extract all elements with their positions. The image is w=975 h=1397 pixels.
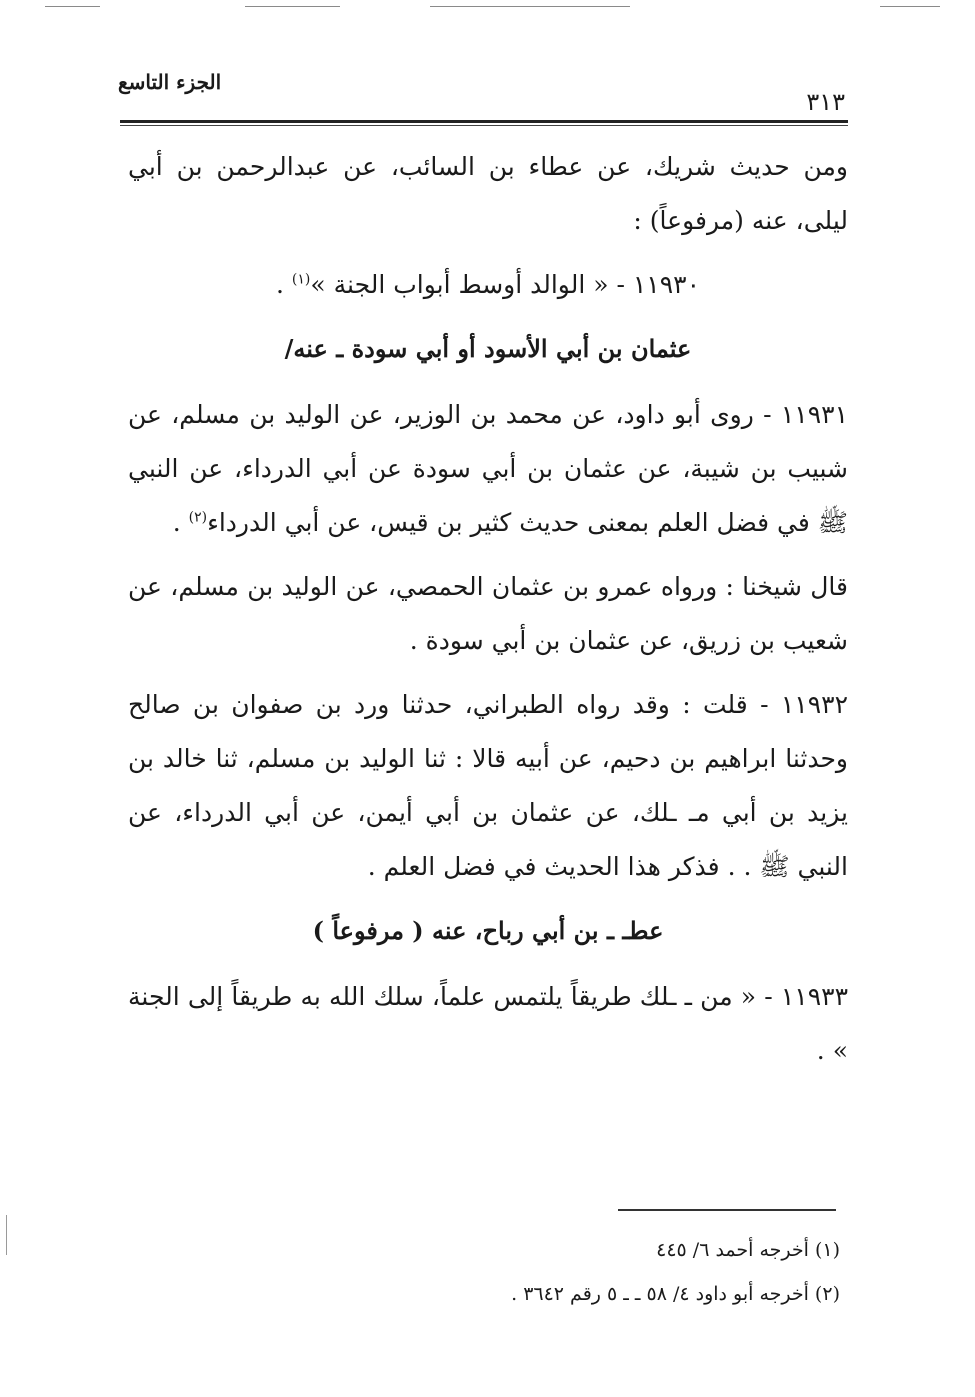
hadith-11931 [128,388,848,550]
scan-artifact-line [245,6,340,7]
footnote-ref-2: (٢) [188,509,208,526]
page-number: ٣١٣ [806,88,845,116]
paragraph-shaykh: قال شيخنا : ورواه عمرو بن عثمان الحمصي، عن الوليد بن مسلم، عن شعيب بن زريق، عن عثمان بن أبي سودة . [128,572,848,655]
hadith-number: ١١٩٣٢ [780,690,848,719]
hadith-end: . [172,508,189,537]
paragraph-intro: ومن حديث شريك، عن عطاء بن السائب، عن عبدالرحمن بن أبي ليلى، عنه (مرفوعاً) : [128,152,848,235]
footnote-ref-1: (١) [291,271,311,288]
footnotes [360,1228,840,1316]
footnote-2: (٢) أخرجه أبو داود ٤/ ٥٨ ـ ـ ٥ رقم ٣٦٤٢ . [511,1283,840,1305]
hadith-text: - « من ـ ـلك طريقاً يلتمس علماً، سلك الله به طريقاً إلى الجنة » . [128,982,848,1065]
hadith-text: - روى أبو داود، عن محمد بن الوزير، عن الوليد بن مسلم، عن شبيب بن شيبة، عن عثمان بن أبي سودة عن أبي الدرداء، عن النبي ﷺ في فضل العلم بمعنى حديث كثير بن قيس، عن أبي الدرداء [128,400,848,537]
section-heading-uthman: عثمان بن أبي الأسود أو أبي سودة ـ عنه/ [284,334,692,363]
footnote-rule [618,1209,836,1211]
scan-artifact-line [45,6,100,7]
scan-artifact-line [880,6,940,7]
hadith-number: ١١٩٣٣ [780,982,848,1011]
scan-artifact-line [430,6,630,7]
header-rule [120,120,848,126]
hadith-11932 [128,678,848,894]
hadith-text: - قلت : وقد رواه الطبراني، حدثنا ورد بن صفوان بن صالح وحدثنا ابراهيم بن دحيم، عن أبيه قالا : ثنا الوليد بن مسلم، ثنا خالد بن يزيد بن أبي مـ ـلك، عن عثمان بن أبي أيمن، عن أبي الدرداء، عن النبي ﷺ . . فذكر هذا الحديث في فضل العلم . [128,690,848,881]
hadith-number: ١١٩٣٠ [632,270,700,299]
section-heading-ata: عطـ ـ بن أبي رباح، عنه ( مرفوعاً ) [312,916,664,945]
footnote-1: (١) أخرجه أحمد ٦/ ٤٤٥ [656,1239,840,1261]
hadith-text: - « الوالد أوسط أبواب الجنة » [310,270,633,299]
hadith-number: ١١٩٣١ [780,400,848,429]
running-title: الجزء التاسع [118,70,222,94]
scan-edge-mark [6,1215,7,1255]
hadith-11930 [128,258,848,312]
main-text [128,140,848,1088]
hadith-end: . [276,270,292,299]
hadith-11933 [128,970,848,1078]
